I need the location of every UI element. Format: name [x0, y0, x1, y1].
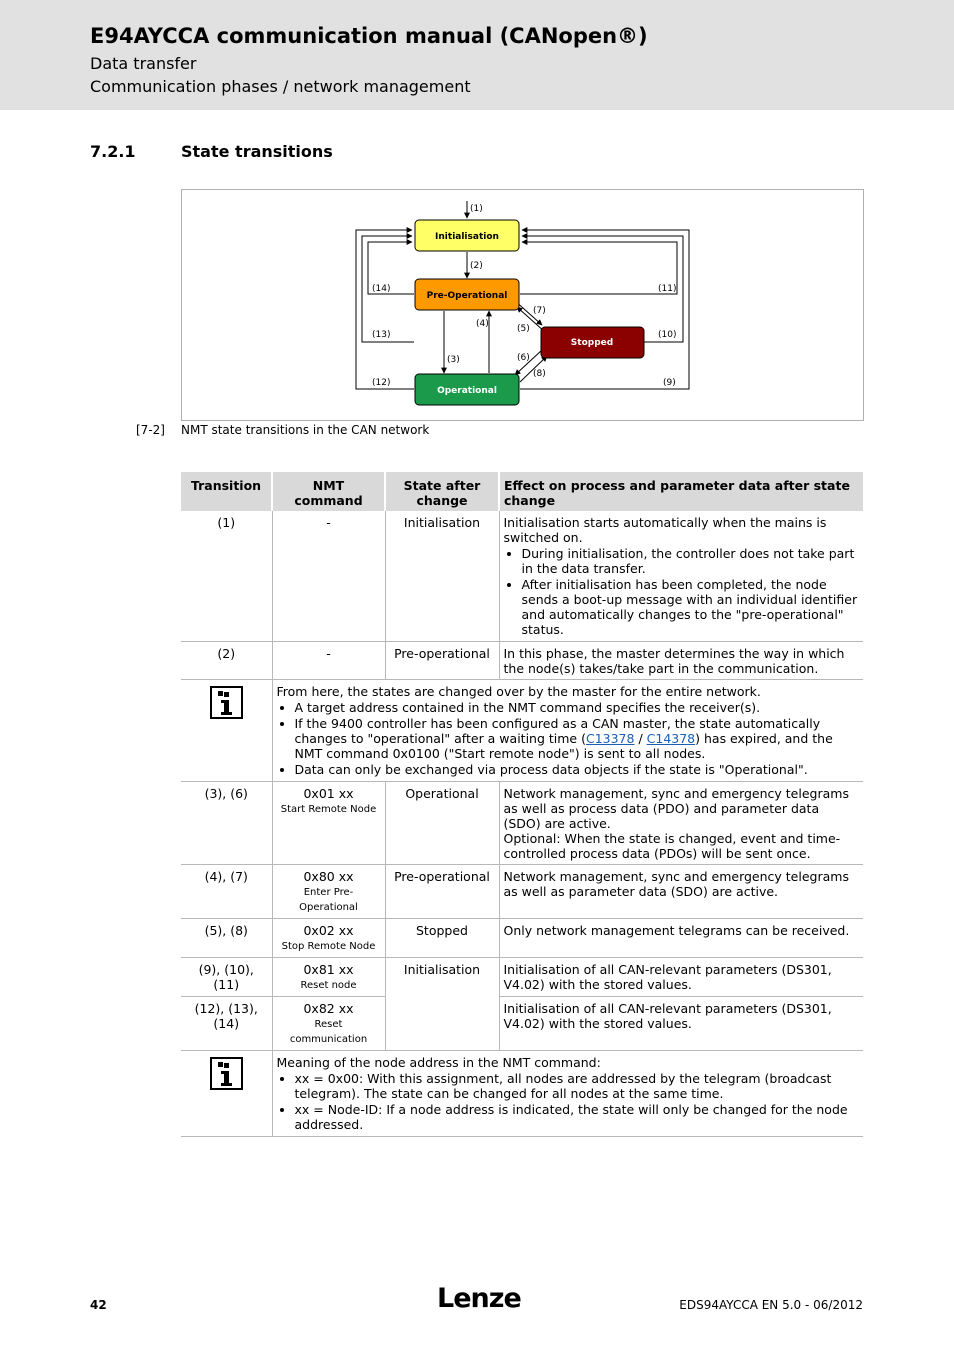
state-cell: Initialisation	[385, 958, 499, 1051]
transition-label: (2)	[470, 261, 483, 271]
info-note-icon	[210, 1057, 243, 1090]
note-icon-cell	[181, 680, 272, 782]
command-cell	[272, 865, 385, 919]
command-code: 0x02 xx	[303, 923, 354, 938]
note-text: From here, the states are changed over by the master for the entire network.	[276, 684, 761, 699]
document-id: EDS94AYCCA EN 5.0 - 06/2012	[679, 1298, 863, 1312]
bullet-item: • After initialisation has been completed, the node sends a boot-up message with an individual identifier and automatically changes to the "pre-operational" status.	[522, 577, 860, 637]
column-header: Effect on process and parameter data after state change	[499, 472, 863, 511]
note-text: Meaning of the node address in the NMT command:	[276, 1055, 601, 1070]
command-cell	[272, 997, 385, 1051]
state-diagram-frame	[181, 189, 864, 421]
transition-cell: (2)	[181, 642, 272, 680]
transition-label: (10)	[658, 330, 677, 340]
lenze-logo: Lenze	[437, 1283, 521, 1314]
state-cell: Initialisation	[385, 511, 499, 642]
effect-text: Network management, sync and emergency telegrams as well as process data (PDO) and parameter data (SDO) are active.	[503, 786, 849, 831]
section-number: 7.2.1	[90, 142, 136, 161]
state-operational-label: Operational	[437, 386, 497, 396]
transition-label: (1)	[470, 204, 483, 214]
page-header	[0, 0, 954, 110]
transition-cell: (1)	[181, 511, 272, 642]
command-code: 0x81 xx	[303, 962, 354, 977]
command-code: 0x80 xx	[303, 869, 354, 884]
table-header-row	[181, 472, 863, 511]
command-name: Start Remote Node	[280, 804, 377, 815]
transition-label: (5)	[517, 324, 530, 334]
effect-text: Optional: When the state is changed, event and time-controlled process data (PDOs) will be sent once.	[503, 831, 841, 861]
table-row	[181, 919, 863, 958]
note-icon-cell	[181, 1051, 272, 1137]
state-cell: Pre-operational	[385, 642, 499, 680]
effect-cell	[499, 511, 863, 642]
column-header: State after change	[385, 472, 499, 511]
effect-text: Initialisation starts automatically when the mains is switched on.	[503, 515, 827, 545]
command-cell: -	[272, 511, 385, 642]
note-content	[272, 680, 863, 782]
subchapter-title: Communication phases / network management	[90, 77, 471, 96]
section-title: State transitions	[181, 142, 333, 161]
note-content	[272, 1051, 863, 1137]
table-row	[181, 865, 863, 919]
column-header: NMT command	[272, 472, 385, 511]
command-code: 0x82 xx	[303, 1001, 354, 1016]
bullet-text: If the 9400 controller has been configured as a CAN master, the state automatically changes to "operational" after a waiting time (	[294, 716, 821, 746]
figure-number: [7-2]	[136, 423, 165, 437]
effect-cell: In this phase, the master determines the way in which the node(s) takes/take part in the communication.	[499, 642, 863, 680]
bullet-text: ) has expired, and the NMT command 0x0100 ("Start remote node") is sent to all nodes.	[294, 731, 833, 761]
transition-label: (3)	[447, 355, 460, 365]
state-preop-label: Pre-Operational	[426, 291, 508, 301]
transition-label: (11)	[658, 284, 677, 294]
state-transitions-table	[181, 472, 863, 1137]
command-cell	[272, 782, 385, 865]
figure-caption: NMT state transitions in the CAN network	[181, 423, 430, 437]
command-name: Enter Pre-Operational	[299, 887, 358, 913]
effect-cell: Only network management telegrams can be received.	[499, 919, 863, 958]
command-code: 0x01 xx	[303, 786, 354, 801]
transition-label: (14)	[372, 284, 391, 294]
transition-label: (9)	[663, 378, 676, 388]
table-row	[181, 642, 863, 680]
state-cell: Pre-operational	[385, 865, 499, 919]
bullet-item: • xx = Node-ID: If a node address is indicated, the state will only be changed for the node addressed.	[295, 1102, 860, 1132]
transition-label: (4)	[476, 319, 489, 329]
transition-label: (13)	[372, 330, 391, 340]
bullet-item	[295, 716, 860, 761]
note-row	[181, 680, 863, 782]
effect-cell	[499, 782, 863, 865]
bullet-item: • xx = 0x00: With this assignment, all nodes are addressed by the telegram (broadcast telegram). The state can be changed for all nodes at the same time.	[295, 1071, 860, 1101]
parameter-link-c13378[interactable]: C13378	[585, 731, 635, 746]
transition-cell: (5), (8)	[181, 919, 272, 958]
state-initialisation-label: Initialisation	[435, 232, 499, 242]
table-row	[181, 782, 863, 865]
transition-cell: (3), (6)	[181, 782, 272, 865]
bullet-text: /	[634, 731, 647, 746]
table-row	[181, 958, 863, 997]
transition-cell: (4), (7)	[181, 865, 272, 919]
command-cell	[272, 919, 385, 958]
bullet-item: • A target address contained in the NMT command specifies the receiver(s).	[295, 700, 860, 715]
manual-title: E94AYCCA communication manual (CANopen®)	[90, 24, 648, 48]
command-name: Reset communication	[289, 1019, 368, 1045]
parameter-link-c14378[interactable]: C14378	[646, 731, 696, 746]
note-row	[181, 1051, 863, 1137]
state-cell: Operational	[385, 782, 499, 865]
nmt-state-diagram	[182, 190, 863, 420]
chapter-title: Data transfer	[90, 54, 197, 73]
table-row	[181, 997, 863, 1051]
state-stopped-label: Stopped	[570, 338, 614, 348]
info-note-icon	[210, 686, 243, 719]
command-name: Reset node	[300, 980, 357, 991]
transition-label: (8)	[533, 369, 546, 379]
table-row	[181, 511, 863, 642]
bullet-item: • Data can only be exchanged via process data objects if the state is "Operational".	[295, 762, 860, 777]
command-cell: -	[272, 642, 385, 680]
effect-cell: Network management, sync and emergency telegrams as well as parameter data (SDO) are active.	[499, 865, 863, 919]
transition-cell: (9), (10), (11)	[181, 958, 272, 997]
effect-cell: Initialisation of all CAN-relevant parameters (DS301, V4.02) with the stored values.	[499, 997, 863, 1051]
column-header: Transition	[181, 472, 272, 511]
transition-label: (12)	[372, 378, 391, 388]
command-name: Stop Remote Node	[281, 941, 376, 952]
transition-cell: (12), (13), (14)	[181, 997, 272, 1051]
page-number: 42	[90, 1298, 107, 1312]
bullet-item: • During initialisation, the controller does not take part in the data transfer.	[522, 546, 860, 576]
transition-label: (7)	[533, 306, 546, 316]
transition-label: (6)	[517, 353, 530, 363]
command-cell	[272, 958, 385, 997]
state-cell: Stopped	[385, 919, 499, 958]
effect-cell: Initialisation of all CAN-relevant parameters (DS301, V4.02) with the stored values.	[499, 958, 863, 997]
